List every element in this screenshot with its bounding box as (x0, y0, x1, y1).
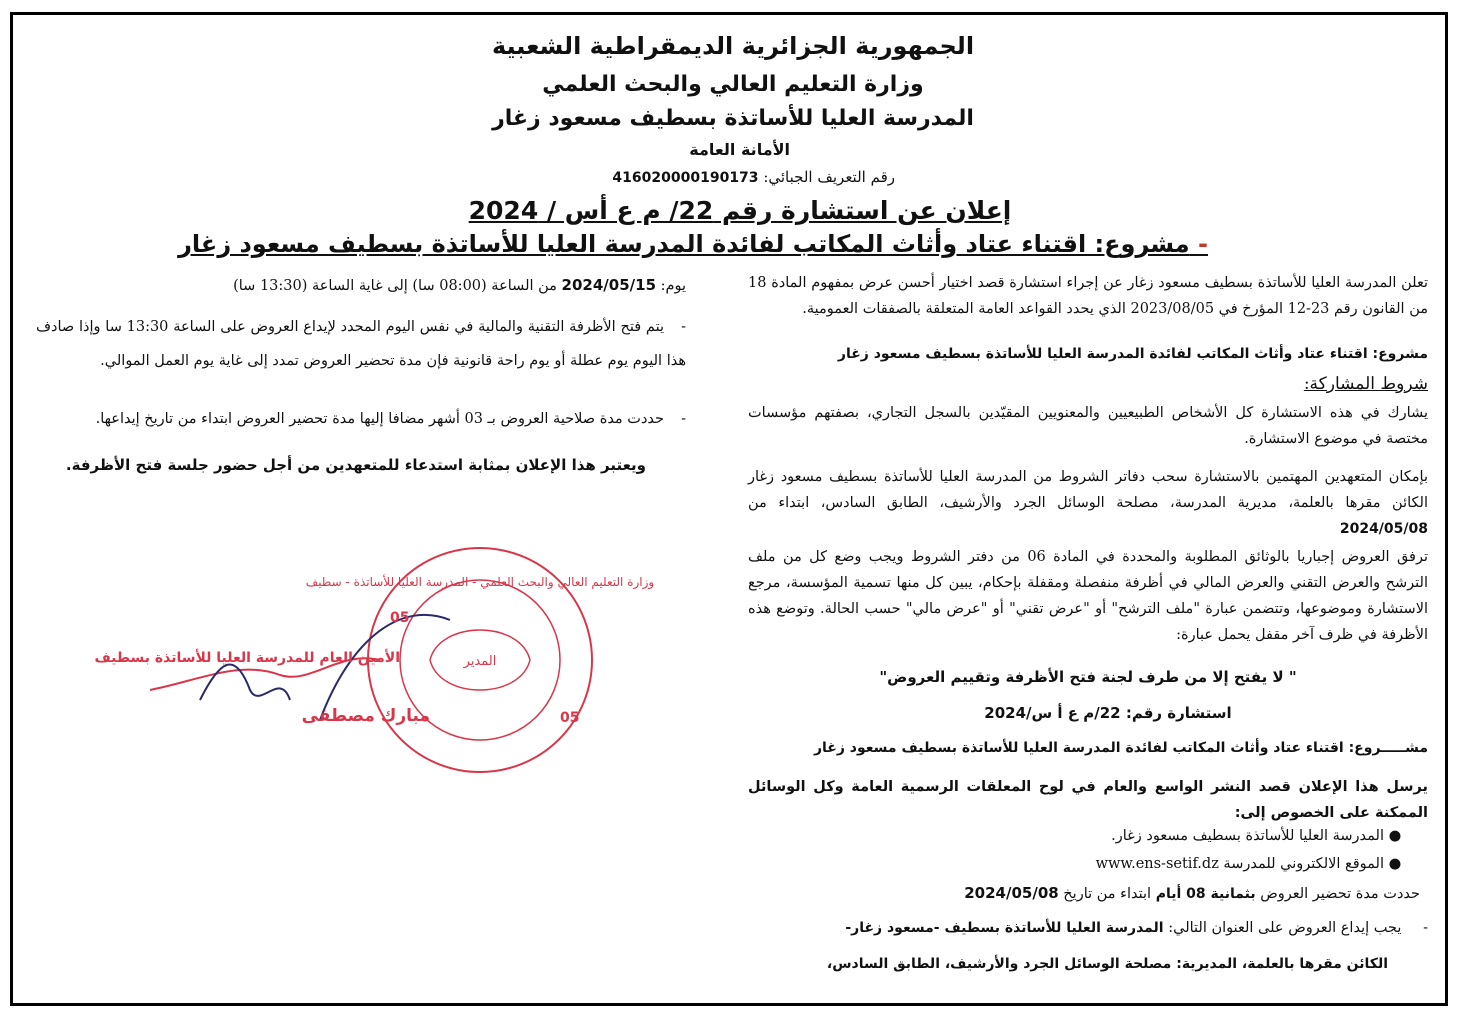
project-title-text: مشروع: اقتناء عتاد وأثاث المكاتب لفائدة المدرسة العليا للأساتذة بسطيف مسعود زغار (178, 230, 1190, 258)
quote-line: " لا يفتح إلا من طرف لجنة فتح الأظرفة وتقييم العروض" (879, 668, 1297, 686)
deposit-address: الكائن مقرها بالعلمة، المديرية: مصلحة الوسائل الجرد والأرشيف، الطابق السادس، (826, 956, 1388, 972)
withdraw-date: 2024/05/08 (1339, 521, 1428, 537)
withdraw-paragraph (748, 464, 1428, 542)
dash-bullet: - (681, 319, 686, 335)
consultation-number: استشارة رقم: 22/م ع أ س/2024 (984, 704, 1232, 722)
intro-paragraph: تعلن المدرسة العليا للأساتذة بسطيف مسعود زغار عن إجراء استشارة قصد اختيار أحسن عرض بمفهوم المادة 18 من القانون رقم 23-12 المؤرخ في 2023/08/05 الذي يحدد القواعد العامة المتعلقة بالصفقات العمومية. (748, 275, 1428, 317)
deposit-line: - يجب إيداع العروض على العنوان التالي: المدرسة العليا للأساتذة بسطيف -مسعود زغار- (845, 920, 1428, 936)
ministry-heading: وزارة التعليم العالي والبحث العلمي (542, 72, 924, 97)
school-heading: المدرسة العليا للأساتذة بسطيف مسعود زغار (492, 106, 974, 131)
project-line-2: مشـــــروع: اقتناء عتاد وأثاث المكاتب لفائدة المدرسة العليا للأساتذة بسطيف مسعود زغار (813, 740, 1428, 756)
validity-item: -حددت مدة صلاحية العروض بـ 03 أشهر مضافا إليها مدة تحضير العروض ابتداء من تاريخ إيداعها. (36, 404, 686, 434)
publish-paragraph: يرسل هذا الإعلان قصد النشر الواسع والعام في لوح المعلقات الرسمية العامة وكل الوسائل الممكنة على الخصوص إلى: (748, 779, 1428, 821)
stamp-number: 05 (560, 710, 580, 726)
dash-bullet: - (1423, 920, 1428, 936)
project-bullet: - (1198, 230, 1208, 258)
signature-name: مبارك مصطفى (301, 706, 430, 726)
secretariat-heading: الأمانة العامة (689, 140, 790, 159)
official-stamp (94, 540, 655, 790)
project-line: مشروع: اقتناء عتاد وأثاث المكاتب لفائدة المدرسة العليا للأساتذة بسطيف مسعود زغار (837, 346, 1428, 362)
withdraw-text: بإمكان المتعهدين المهتمين بالاستشارة سحب دفاتر الشروط من المدرسة العليا للأساتذة بسطيف مسعود زغار الكائن مقرها بالعلمة، مديرية المدرسة، مصلحة الوسائل الجرد والأرشيف، الطابق السادس، ابتداء من (748, 469, 1428, 511)
project-title (178, 230, 1208, 258)
signature-title: الأمين العام للمدرسة العليا للأساتذة بسطيف (94, 650, 400, 666)
bullet-icon: ● (1388, 828, 1402, 844)
closing-note: ويعتبر هذا الإعلان بمثابة استدعاء للمتعهدين من أجل حضور جلسة فتح الأظرفة. (65, 456, 646, 474)
list-item: ●الموقع الالكتروني للمدرسة www.ens-setif.dz (748, 856, 1406, 872)
offers-paragraph: ترفق العروض إجباريا بالوثائق المطلوبة والمحددة في المادة 06 من دفتر الشروط ويجب وضع كل من ملف الترشح والعرض التقني والعرض المالي في أظرفة منفصلة ومقفلة بإحكام، يبين كل منها تسمية المؤسسة، مرجع الاستشارة وموضوعها، وتتضمن عبارة "ملف الترشح" أو "عرض تقني" أو "عرض مالي" حسب الحالة. وتوضع هذه الأظرفة في ظرف آخر مقفل يحمل عبارة: (748, 549, 1428, 643)
bullet-icon: ● (1388, 856, 1402, 872)
stamp-center-text: المدير (463, 654, 497, 669)
tax-id-label: رقم التعريف الجبائي: (763, 168, 895, 186)
conditions-paragraph: يشارك في هذه الاستشارة كل الأشخاص الطبيعيين والمعنويين المقيّدين بالسجل التجاري، بصفتهم مؤسسات مختصة في موضوع الاستشارة. (748, 405, 1428, 447)
duration-line: حددت مدة تحضير العروض بثمانية 08 أيام ابتداء من تاريخ 2024/05/08 (964, 884, 1420, 902)
opening-item: -يتم فتح الأظرفة التقنية والمالية في نفس اليوم المحدد لإيداع العروض على الساعة 13:30 سا وإذا صادف هذا اليوم يوم عطلة أو يوم راحة قانونية فإن مدة تحضير العروض تمدد إلى غاية يوم العمل الموالي. (36, 310, 686, 378)
signature-curve (320, 615, 450, 720)
list-item: ●المدرسة العليا للأساتذة بسطيف مسعود زغار. (748, 828, 1406, 844)
dash-bullet: - (681, 411, 686, 427)
tax-id-value: 416020000190173 (612, 170, 759, 186)
announcement-title: إعلان عن استشارة رقم 22/ م ع أس / 2024 (468, 196, 1012, 225)
stamp-number: 05 (390, 610, 410, 626)
tax-id (560, 168, 895, 186)
deposit-day-line: يوم: 2024/05/15 من الساعة (08:00 سا) إلى غاية الساعة (13:30 سا) (233, 276, 686, 294)
stamp-ring-text: وزارة التعليم العالي والبحث العلمي - المدرسة العليا للأساتذة - سطيف (305, 575, 655, 589)
republic-heading: الجمهورية الجزائرية الديمقراطية الشعبية (491, 32, 975, 60)
conditions-heading: شروط المشاركة: (1303, 374, 1428, 394)
